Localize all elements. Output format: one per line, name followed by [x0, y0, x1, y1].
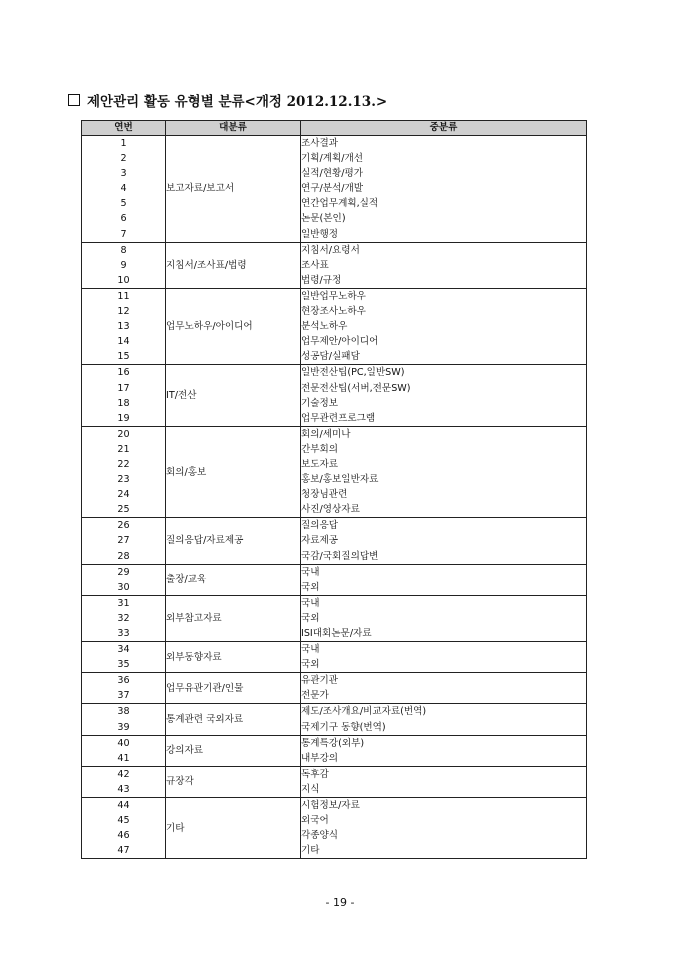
major-category: 업무노하우/아이디어	[166, 288, 301, 364]
row-number: 45	[82, 813, 166, 828]
row-number: 32	[82, 611, 166, 626]
major-category: 출장/교육	[166, 564, 301, 595]
table-row	[82, 626, 587, 642]
row-number: 21	[82, 442, 166, 457]
minor-category: 국외	[301, 612, 320, 624]
table-row	[82, 472, 587, 487]
row-number: 20	[82, 426, 166, 442]
table-row	[82, 611, 587, 626]
row-number: 30	[82, 580, 166, 596]
table-row	[82, 735, 587, 751]
minor-category: 외국어	[301, 815, 329, 827]
row-number: 42	[82, 766, 166, 782]
major-category: 외부참고자료	[166, 595, 301, 641]
row-number: 34	[82, 642, 166, 658]
minor-category: 내부강의	[301, 752, 339, 764]
minor-category: 전문전산팁(서버,전문SW)	[301, 382, 411, 394]
minor-category: 시험정보/자료	[301, 798, 587, 814]
minor-category: 기술정보	[301, 397, 339, 409]
table-row	[82, 533, 587, 548]
row-number: 16	[82, 365, 166, 381]
minor-category: 각종양식	[301, 830, 339, 842]
row-number: 23	[82, 472, 166, 487]
table-row	[82, 828, 587, 843]
row-number: 39	[82, 720, 166, 736]
table-row	[82, 657, 587, 673]
major-category: 외부동향자료	[166, 642, 301, 673]
major-category: 지침서/조사표/법령	[166, 242, 301, 288]
table-body	[82, 136, 587, 859]
table-row	[82, 518, 587, 534]
minor-category: 논문(본인)	[301, 213, 346, 225]
header-minor-category: 중분류	[301, 121, 587, 136]
table-row	[82, 766, 587, 782]
table-row	[82, 396, 587, 411]
minor-category: 전문가	[301, 690, 329, 702]
table-row	[82, 304, 587, 319]
table-row	[82, 642, 587, 658]
table-row	[82, 334, 587, 349]
table-row	[82, 688, 587, 704]
row-number: 37	[82, 688, 166, 704]
table-row	[82, 181, 587, 196]
table-row	[82, 673, 587, 689]
major-category: 업무유관기관/인물	[166, 673, 301, 704]
minor-category: 홍보/홍보일반자료	[301, 474, 379, 486]
row-number: 46	[82, 828, 166, 843]
table-row	[82, 580, 587, 596]
minor-category: 간부회의	[301, 443, 339, 455]
classification-table	[81, 120, 587, 859]
table-row	[82, 258, 587, 273]
row-number: 11	[82, 288, 166, 304]
minor-category: 질의응답	[301, 518, 587, 534]
table-row	[82, 211, 587, 226]
row-number: 44	[82, 798, 166, 814]
page-number: - 19 -	[325, 896, 355, 909]
row-number: 18	[82, 396, 166, 411]
minor-category: 실적/현황/평가	[301, 168, 364, 180]
row-number: 47	[82, 843, 166, 859]
table-row	[82, 349, 587, 365]
row-number: 29	[82, 564, 166, 580]
table-row	[82, 136, 587, 152]
minor-category: 기획/계획/개선	[301, 153, 364, 165]
major-category: 규장각	[166, 766, 301, 797]
row-number: 1	[82, 136, 166, 152]
table-row	[82, 242, 587, 258]
major-category: 기타	[166, 798, 301, 859]
minor-category: 청장님관련	[301, 489, 348, 501]
major-category: 보고자료/보고서	[166, 136, 301, 243]
row-number: 4	[82, 181, 166, 196]
minor-category: 연구/분석/개발	[301, 183, 364, 195]
minor-category: 자료제공	[301, 535, 339, 547]
table-row	[82, 166, 587, 181]
minor-category: 업무관련프로그램	[301, 412, 376, 424]
table-row	[82, 751, 587, 767]
row-number: 27	[82, 533, 166, 548]
minor-category: 통계특강(외부)	[301, 735, 587, 751]
row-number: 41	[82, 751, 166, 767]
table-row	[82, 564, 587, 580]
row-number: 8	[82, 242, 166, 258]
minor-category: 독후감	[301, 766, 587, 782]
minor-category: 일반업무노하우	[301, 288, 587, 304]
minor-category: 분석노하우	[301, 321, 348, 333]
row-number: 25	[82, 502, 166, 518]
table-row	[82, 798, 587, 814]
row-number: 7	[82, 227, 166, 243]
minor-category: 현장조사노하우	[301, 306, 366, 318]
table-row	[82, 381, 587, 396]
minor-category: 국외	[301, 581, 320, 593]
row-number: 31	[82, 595, 166, 611]
row-number: 35	[82, 657, 166, 673]
document-title-text: 제안관리 활동 유형별 분류<개정 2012.12.13.>	[87, 94, 388, 110]
minor-category: 일반행정	[301, 228, 339, 240]
table-row	[82, 704, 587, 720]
row-number: 38	[82, 704, 166, 720]
minor-category: 법령/규정	[301, 274, 342, 286]
row-number: 40	[82, 735, 166, 751]
table-row	[82, 487, 587, 502]
minor-category: 보도자료	[301, 458, 339, 470]
major-category: 질의응답/자료제공	[166, 518, 301, 564]
minor-category: 국외	[301, 659, 320, 671]
row-number: 6	[82, 211, 166, 226]
document-title	[68, 90, 387, 110]
row-number: 2	[82, 151, 166, 166]
major-category: 강의자료	[166, 735, 301, 766]
minor-category: 일반전산팁(PC,일반SW)	[301, 365, 587, 381]
minor-category: 사진/영상자료	[301, 504, 360, 516]
row-number: 9	[82, 258, 166, 273]
minor-category: 회의/세미나	[301, 426, 587, 442]
table-row	[82, 813, 587, 828]
row-number: 28	[82, 549, 166, 565]
row-number: 5	[82, 196, 166, 211]
table-row	[82, 411, 587, 427]
row-number: 13	[82, 319, 166, 334]
header-major-category: 대분류	[166, 121, 301, 136]
header-number: 연번	[82, 121, 166, 136]
major-category: IT/전산	[166, 365, 301, 426]
minor-category: 지침서/요령서	[301, 242, 587, 258]
major-category: 통계관련 국외자료	[166, 704, 301, 735]
table-row	[82, 365, 587, 381]
table-row	[82, 843, 587, 859]
minor-category: 조사결과	[301, 138, 339, 149]
minor-category: 국내	[301, 564, 587, 580]
table-row	[82, 196, 587, 211]
minor-category: 국내	[301, 642, 587, 658]
minor-category: 국감/국회질의답변	[301, 550, 379, 562]
row-number: 15	[82, 349, 166, 365]
row-number: 19	[82, 411, 166, 427]
minor-category: 조사표	[301, 259, 329, 271]
table-row	[82, 549, 587, 565]
row-number: 14	[82, 334, 166, 349]
minor-category: 국제기구 동향(번역)	[301, 721, 386, 733]
table-row	[82, 426, 587, 442]
row-number: 24	[82, 487, 166, 502]
table-row	[82, 457, 587, 472]
minor-category: 지식	[301, 783, 320, 795]
minor-category: 기타	[301, 845, 320, 857]
row-number: 22	[82, 457, 166, 472]
table-row	[82, 227, 587, 243]
major-category: 회의/홍보	[166, 426, 301, 518]
minor-category: 유관기관	[301, 673, 587, 689]
table-row	[82, 273, 587, 289]
minor-category: ISI대회논문/자료	[301, 628, 372, 639]
row-number: 26	[82, 518, 166, 534]
row-number: 3	[82, 166, 166, 181]
row-number: 17	[82, 381, 166, 396]
row-number: 12	[82, 304, 166, 319]
table-row	[82, 442, 587, 457]
table-row	[82, 502, 587, 518]
row-number: 43	[82, 782, 166, 798]
minor-category: 국내	[301, 595, 587, 611]
table-row	[82, 151, 587, 166]
checkbox-square-icon	[68, 94, 80, 106]
minor-category: 성공담/실패담	[301, 351, 360, 363]
minor-category: 업무제안/아이디어	[301, 336, 379, 348]
table-header-row	[82, 121, 587, 136]
table-row	[82, 720, 587, 736]
row-number: 10	[82, 273, 166, 289]
minor-category: 연간업무계획,실적	[301, 198, 379, 210]
table-row	[82, 782, 587, 798]
table-row	[82, 595, 587, 611]
row-number: 36	[82, 673, 166, 689]
table-row	[82, 288, 587, 304]
minor-category: 제도/조사개요/비교자료(번역)	[301, 704, 587, 720]
table-row	[82, 319, 587, 334]
row-number: 33	[82, 626, 166, 642]
